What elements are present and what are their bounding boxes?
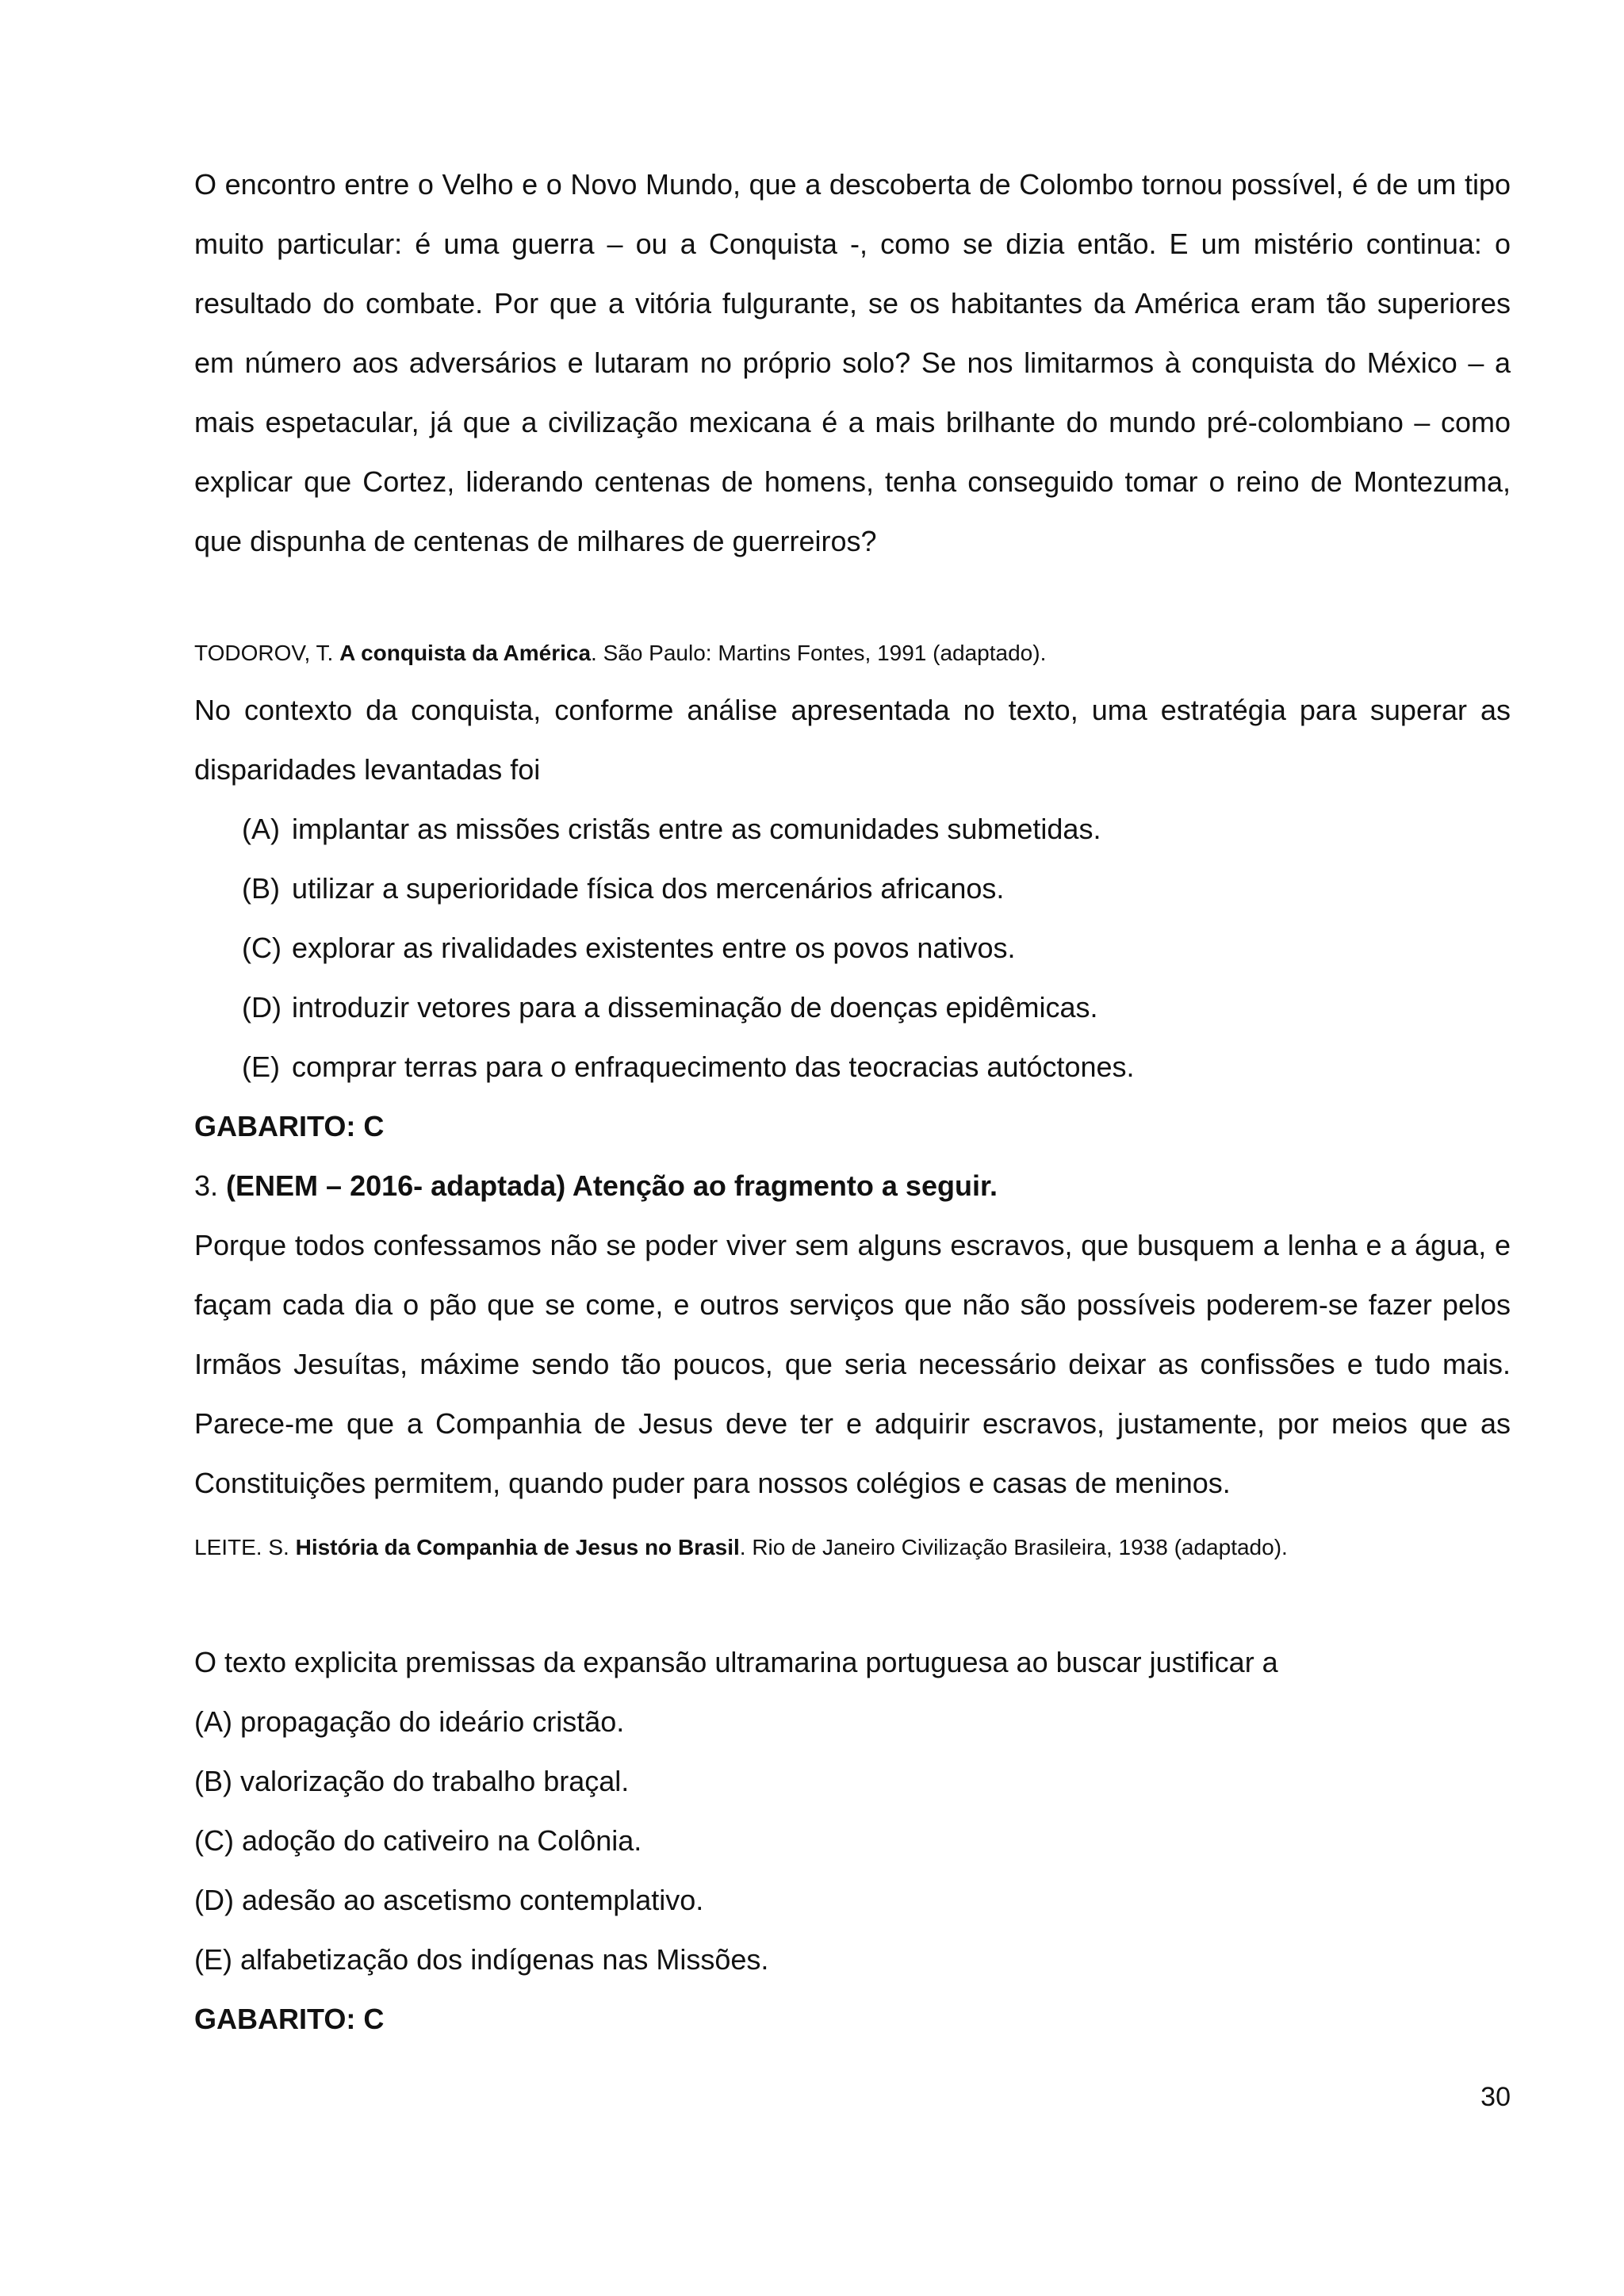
q3-passage: Porque todos confessamos não se poder viver sem alguns escravos, que busquem a lenha e a água, e façam cada dia o pão que se come, e outros serviços que não são possíveis poderem-se fazer pelos Irmãos Jesuítas, máxime sendo tão poucos, que seria necessário deixar as confissões e tudo mais. Parece-me que a Companhia de Jesus deve ter e adquirir escravos, justamente, por meios que as Constituições permitem, quando puder para nossos colégios e casas de meninos.	[194, 1229, 1511, 1499]
q3-option-b: (B) valorização do trabalho braçal.	[194, 1765, 630, 1797]
q3-option-d: (D) adesão ao ascetismo contemplativo.	[194, 1884, 704, 1916]
q2-option-text: comprar terras para o enfraquecimento das teocracias autóctones.	[292, 1050, 1135, 1083]
q2-option-letter: (E)	[242, 1050, 280, 1083]
q2-option-text: explorar as rivalidades existentes entre os povos nativos.	[292, 932, 1016, 964]
q2-option-letter: (D)	[242, 991, 282, 1024]
page-number: 30	[1480, 2082, 1511, 2112]
q3-source-details: . Rio de Janeiro Civilização Brasileira, 1938 (adaptado).	[739, 1535, 1288, 1559]
q2-option-b	[242, 859, 1004, 918]
q3-prompt: O texto explicita premissas da expansão ultramarina portuguesa ao buscar justificar a	[194, 1646, 1278, 1678]
q3-source-title: História da Companhia de Jesus no Brasil	[295, 1535, 740, 1559]
q2-option-d	[242, 978, 1098, 1037]
q3-source-citation	[194, 1532, 1511, 1563]
q2-source-citation	[194, 637, 1511, 669]
q3-heading	[194, 1156, 998, 1215]
q2-option-c	[242, 918, 1015, 978]
q2-option-a	[242, 799, 1101, 859]
q2-option-text: implantar as missões cristãs entre as comunidades submetidas.	[292, 813, 1101, 845]
q2-option-letter: (A)	[242, 813, 280, 845]
q2-source-title: A conquista da América	[339, 641, 592, 665]
q2-answer-key: GABARITO: C	[194, 1110, 385, 1142]
q2-passage: O encontro entre o Velho e o Novo Mundo, que a descoberta de Colombo tornou possível, é de um tipo muito particular: é uma guerra – ou a Conquista -, como se dizia então. E um mistério continua: o resultado do combate. Por que a vitória fulgurante, se os habitantes da América eram tão superiores em número aos adversários e lutaram no próprio solo? Se nos limitarmos à conquista do México – a mais espetacular, já que a civilização mexicana é a mais brilhante do mundo pré-colombiano – como explicar que Cortez, liderando centenas de homens, tenha conseguido tomar o reino de Montezuma, que dispunha de centenas de milhares de guerreiros?	[194, 168, 1511, 557]
q3-number: 3.	[194, 1169, 219, 1202]
q3-option-a: (A) propagação do ideário cristão.	[194, 1705, 625, 1738]
q2-option-letter: (C)	[242, 932, 282, 964]
q2-source-details: . São Paulo: Martins Fontes, 1991 (adaptado).	[591, 641, 1047, 665]
q3-option-e: (E) alfabetização dos indígenas nas Missões.	[194, 1943, 769, 1976]
q3-source-author: LEITE. S.	[194, 1535, 289, 1559]
q2-source-author: TODOROV, T.	[194, 641, 334, 665]
q3-answer-key: GABARITO: C	[194, 2003, 385, 2035]
q3-heading-text: (ENEM – 2016- adaptada) Atenção ao fragmento a seguir.	[226, 1169, 998, 1202]
q2-option-text: introduzir vetores para a disseminação de doenças epidêmicas.	[292, 991, 1098, 1024]
q2-option-e	[242, 1037, 1135, 1096]
q3-option-c: (C) adoção do cativeiro na Colônia.	[194, 1824, 642, 1857]
q2-option-letter: (B)	[242, 872, 280, 905]
q2-option-text: utilizar a superioridade física dos mercenários africanos.	[292, 872, 1005, 905]
q2-prompt: No contexto da conquista, conforme análise apresentada no texto, uma estratégia para superar as disparidades levantadas foi	[194, 694, 1511, 786]
